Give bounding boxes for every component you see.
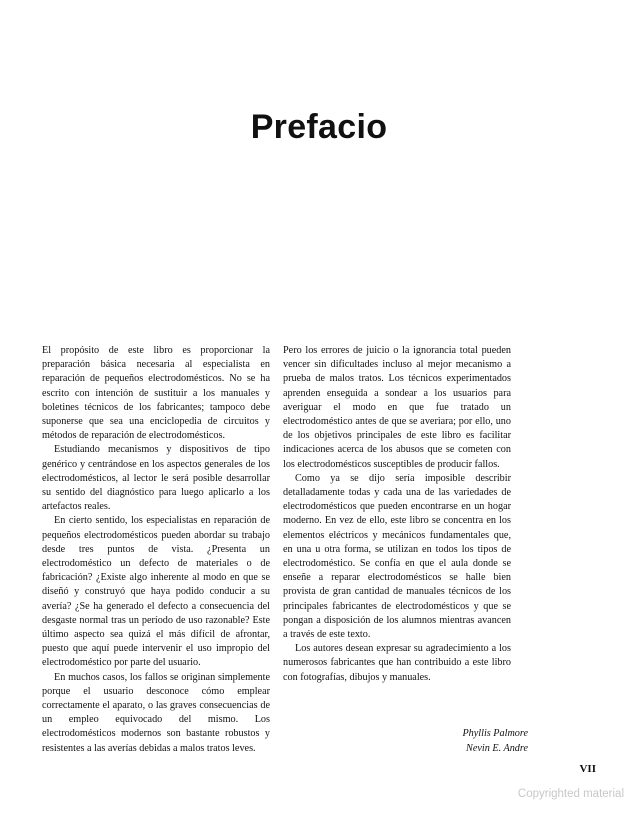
paragraph: El propósito de este libro es proporcionar la preparación básica necesaria al especialista en reparación de pequeños electrodomésticos. No se ha escrito con intención de sustituir a los manuales y boletines técnicos de los fabricantes; tampoco debe suponerse que sea una enciclopedia de circuitos y métodos de reparación de electrodomésticos. bbox=[42, 345, 270, 442]
page-title: Prefacio bbox=[250, 108, 388, 146]
author-name: Phyllis Palmore bbox=[462, 728, 528, 739]
author-name: Nevin E. Andre bbox=[466, 742, 528, 754]
paragraph: Los autores desean expresar su agradecimiento a los numerosos fabricantes que han contribuido a este libro con fotografías, dibujos y manuales. bbox=[283, 643, 511, 683]
paragraph: Estudiando mecanismos y dispositivos de tipo genérico y centrándose en los aspectos generales de los electrodomésticos, al lector le será posible desarrollar su sentido del diagnóstico para luego aplicarlo a los artefactos reales. bbox=[42, 444, 270, 513]
paragraph: En cierto sentido, los especialistas en reparación de pequeños electrodomésticos pueden abordar su trabajo desde tres puntos de vista. ¿Presenta un electrodoméstico un defecto de materiales o de fabricación? ¿Existe algo inherente al modo en que se diseñó y construyó que haya podido conducir a su avería? ¿Se ha generado el defecto a consecuencia del desgaste normal tras un período de uso razonable? Este último aspecto sea quizá el más difícil de afrontar, puesto que aquí puede intervenir el uso impropio del electrodoméstico por parte del usuario. bbox=[42, 515, 270, 669]
paragraph: En muchos casos, los fallos se originan simplemente porque el usuario desconoce cómo emplear correctamente el aparato, o las graves consecuencias de un empleo equivocado del mismo. Los electrodomésticos modernos son bastante robustos y resistentes a las averías debidas a malos tratos leves. bbox=[42, 671, 270, 754]
page-number: VII bbox=[579, 763, 596, 775]
left-column bbox=[42, 344, 270, 756]
paragraph: Como ya se dijo sería imposible describir detalladamente todas y cada una de las variedades de electrodomésticos que pueden encontrarse en un hogar moderno. En vez de ello, este libro se concentra en los elementos eléctricos y mecánicos fundamentales que, en una u otra forma, se utilizan en todos los tipos de electrodoméstico. Se confía en que el aula donde se enseñe a reparar electrodomésticos se halle bien provista de gran cantidad de manuales técnicos de los principales fabricantes de electrodomésticos y que se pongan a disposición de los alumnos mientras avancen a través de este texto. bbox=[283, 472, 511, 641]
copyright-watermark: Copyrighted material bbox=[517, 788, 624, 800]
paragraph: Pero los errores de juicio o la ignorancia total pueden vencer sin dificultades incluso al mejor mecanismo a prueba de malos tratos. Los técnicos experimentados aprenden enseguida a sondear a los usuarios para averiguar el modo en que fue tratado un electrodoméstico antes de que se averiara; por ello, uno de los objetivos principales de este libro es facilitar indicaciones acerca de los abusos que se cometen con los electrodomésticos susceptibles de producir fallos. bbox=[283, 345, 511, 470]
right-column bbox=[283, 344, 511, 685]
author-signature bbox=[283, 727, 528, 756]
